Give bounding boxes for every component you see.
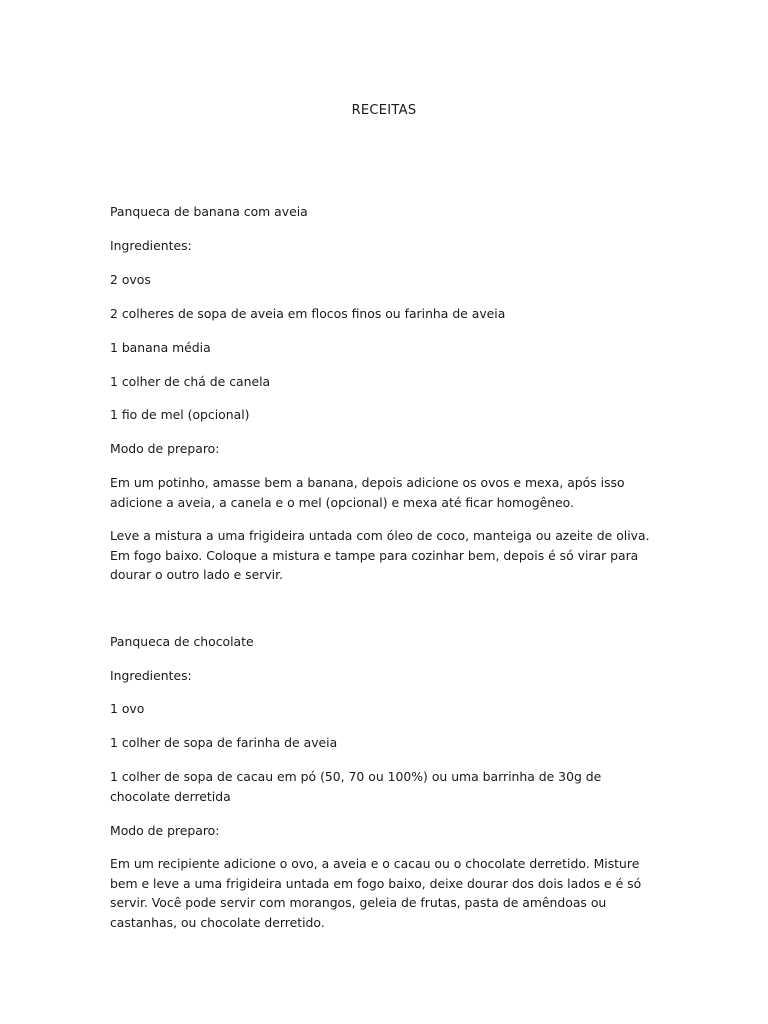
recipe-1-step: Leve a mistura a uma frigideira untada com óleo de coco, manteiga ou azeite de oliva. Em fogo baixo. Coloque a mistura e tampe para cozinhar bem, depois é só virar para dourar o outro lado e servir. — [110, 528, 650, 582]
recipe-1-ingredients-heading: Ingredientes: — [110, 238, 192, 253]
recipe-1-title: Panqueca de banana com aveia — [110, 204, 308, 219]
recipe-2-ingredient: 1 colher de sopa de cacau em pó (50, 70 ou 100%) ou uma barrinha de 30g de chocolate derretida — [110, 769, 602, 804]
recipe-2-ingredients-heading: Ingredientes: — [110, 668, 192, 683]
recipe-1-ingredient: 1 banana média — [110, 340, 211, 355]
recipe-2-ingredient: 1 ovo — [110, 701, 145, 716]
recipe-2-ingredient: 1 colher de sopa de farinha de aveia — [110, 735, 338, 750]
recipe-2-step: Em um recipiente adicione o ovo, a aveia e o cacau ou o chocolate derretido. Misture bem e leve a uma frigideira untada em fogo baixo, deixe dourar dos dois lados e é só servir. Você pode servir com morangos, geleia de frutas, pasta de amêndoas ou castanhas, ou chocolate derretido. — [110, 856, 642, 930]
recipe-1-method-heading: Modo de preparo: — [110, 441, 220, 456]
recipe-1-ingredient: 2 ovos — [110, 272, 151, 287]
recipe-2-method-heading: Modo de preparo: — [110, 823, 220, 838]
recipe-1-step: Em um potinho, amasse bem a banana, depois adicione os ovos e mexa, após isso adicione a aveia, a canela e o mel (opcional) e mexa até ficar homogêneo. — [110, 475, 625, 510]
recipe-1-ingredient: 2 colheres de sopa de aveia em flocos finos ou farinha de aveia — [110, 306, 506, 321]
recipe-2-title: Panqueca de chocolate — [110, 634, 254, 649]
recipe-1-ingredient: 1 colher de chá de canela — [110, 374, 271, 389]
recipe-1-ingredient: 1 fio de mel (opcional) — [110, 407, 250, 422]
document-title: RECEITAS — [351, 103, 417, 118]
